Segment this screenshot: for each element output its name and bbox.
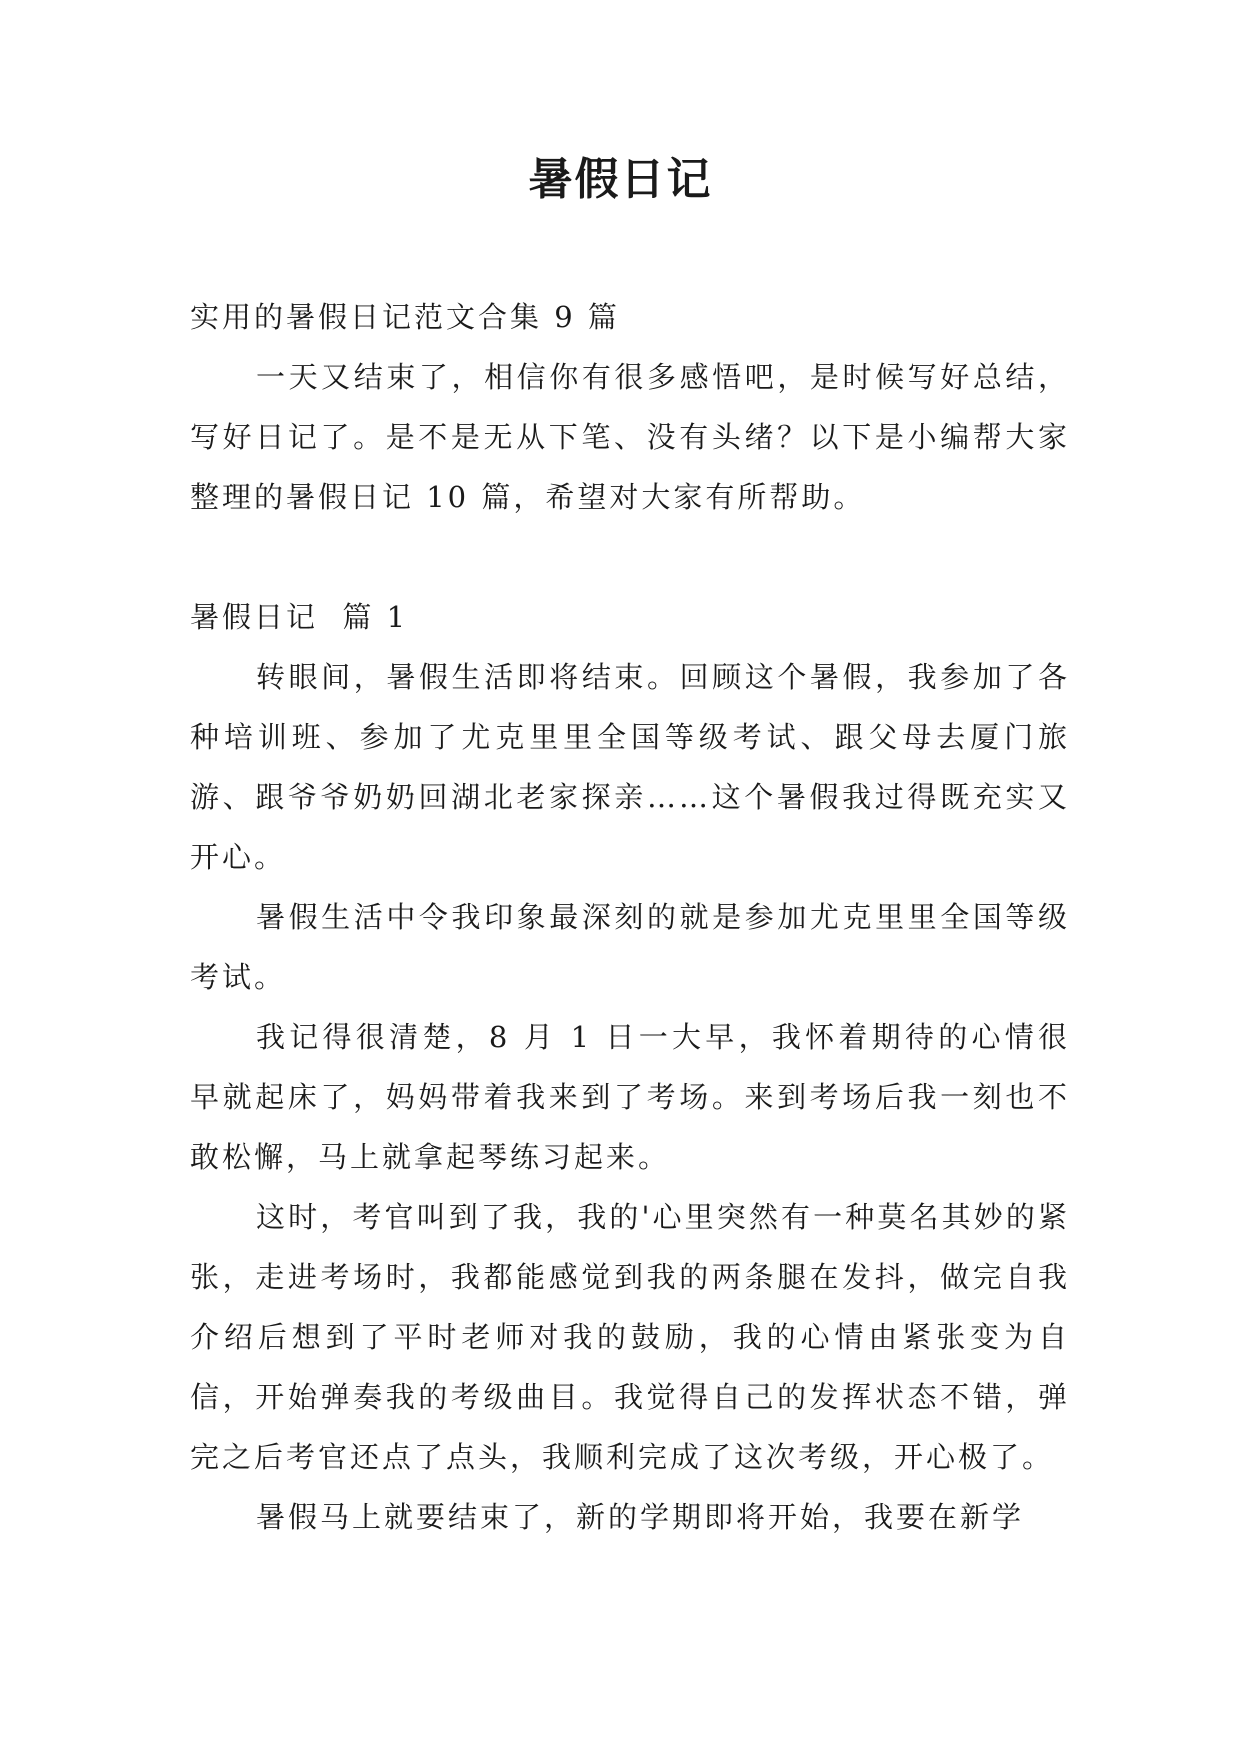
section-spacer: [190, 527, 1070, 587]
document-subtitle: 实用的暑假日记范文合集 9 篇: [190, 300, 620, 334]
intro-paragraph: 一天又结束了，相信你有很多感悟吧，是时候写好总结，写好日记了。是不是无从下笔、没有头绪？以下是小编帮大家整理的暑假日记 10 篇，希望对大家有所帮助。: [190, 360, 1070, 514]
body-paragraph: 转眼间，暑假生活即将结束。回顾这个暑假，我参加了各种培训班、参加了尤克里里全国等级考试、跟父母去厦门旅游、跟爷爷奶奶回湖北老家探亲……这个暑假我过得既充实又开心。: [190, 660, 1070, 874]
body-paragraph: 暑假生活中令我印象最深刻的就是参加尤克里里全国等级考试。: [190, 900, 1070, 994]
body-paragraph: 暑假马上就要结束了，新的学期即将开始，我要在新学: [256, 1500, 1025, 1534]
body-paragraph: 这时，考官叫到了我，我的'心里突然有一种莫名其妙的紧张，走进考场时，我都能感觉到我的两条腿在发抖，做完自我介绍后想到了平时老师对我的鼓励，我的心情由紧张变为自信，开始弹奏我的考级曲目。我觉得自己的发挥状态不错，弹完之后考官还点了点头，我顺利完成了这次考级，开心极了。: [190, 1200, 1070, 1474]
section-heading: 暑假日记 篇 1: [190, 600, 409, 634]
body-paragraph: 我记得很清楚，8 月 1 日一大早，我怀着期待的心情很早就起床了，妈妈带着我来到了考场。来到考场后我一刻也不敢松懈，马上就拿起琴练习起来。: [190, 1020, 1070, 1174]
document-body: [190, 287, 1070, 1547]
document-title: 暑假日记: [528, 154, 713, 205]
